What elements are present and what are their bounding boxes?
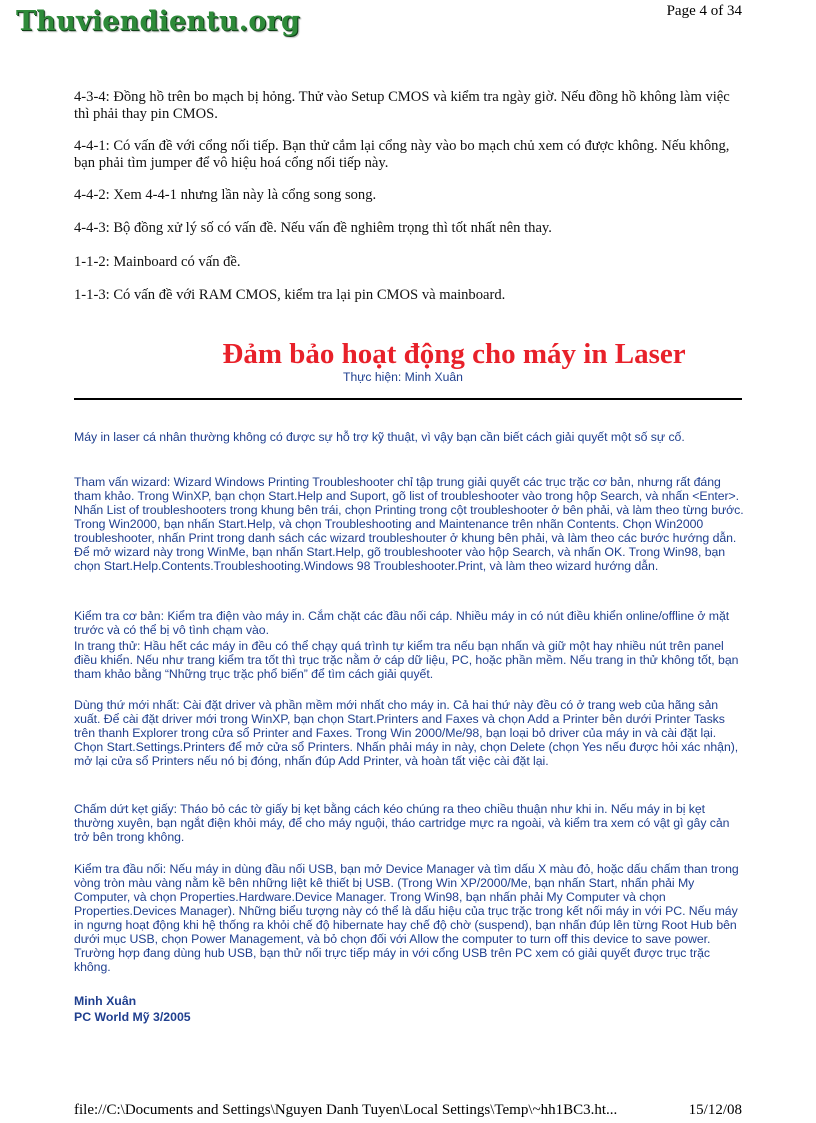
article-author: Thực hiện: Minh Xuân xyxy=(343,370,463,384)
beep-code-paragraph: 4-4-1: Có vấn đề với cổng nối tiếp. Bạn thử cắm lại cổng này vào bo mạch chủ xem có được không. Nếu không, bạn phải tìm jumper để vô hiệu hoá cổng nối tiếp này. xyxy=(74,138,730,171)
footer-date: 15/12/08 xyxy=(688,1102,742,1118)
page-number: Page 4 of 34 xyxy=(666,3,742,19)
beep-code-paragraph: 1-1-2: Mainboard có vấn đề. xyxy=(74,254,241,270)
beep-code-paragraph: 4-4-2: Xem 4-4-1 nhưng lần này là cổng song song. xyxy=(74,187,377,203)
article-title: Đảm bảo hoạt động cho máy in Laser xyxy=(222,338,686,370)
signature-name: Minh Xuân xyxy=(74,994,137,1008)
beep-code-paragraph: 1-1-3: Có vấn đề với RAM CMOS, kiểm tra lại pin CMOS và mainboard. xyxy=(74,287,506,303)
article-paragraph-intro: Máy in laser cá nhân thường không có được sự hỗ trợ kỹ thuật, vì vậy bạn cần biết cách giải quyết một số sự cố. xyxy=(74,430,685,444)
article-paragraph-test-page: In trang thử: Hầu hết các máy in đều có thể chạy quá trình tự kiểm tra nếu bạn nhấn và giữ một hay nhiều nút trên panel điều khiển. Nếu như trang kiểm tra tốt thì trục trặc nằm ở cáp dữ liệu, PC, hoặc phần mềm. Nếu trang in thử không tốt, bạn tham khảo bằng “Những trục trặc phổ biến” để tìm cách giải quyết. xyxy=(74,639,739,681)
article-paragraph-connector: Kiểm tra đầu nối: Nếu máy in dùng đầu nối USB, bạn mở Device Manager và tìm dấu X màu đỏ, hoặc dấu chấm than trong vòng tròn màu vàng nằm kề bên những liệt kê thiết bị USB. (Trong Win XP/2000/Me, bạn nhấn Start, nhấn phải My Computer, và chọn Properties.Hardware.Device Manager. Trong Win98, bạn nhấn phải My Computer và chọn Properties.Devices Manager). Những biểu tượng này có thể là dấu hiệu của trục trặc trong kết nối máy in với PC. Nếu máy in ngưng hoạt động khi hệ thống ra khỏi chế độ hibernate hay chế độ chờ (suspend), bạn nhấn đúp lên từng Root Hub bên dưới mục USB, chọn Power Management, và bỏ chọn đối với Allow the computer to turn off this device to save power. Trường hợp đang dùng hub USB, bạn thử nối trực tiếp máy in với cổng USB trên PC xem có giải quyết được trục trặc không. xyxy=(74,862,739,974)
article-paragraph-wizard: Tham vấn wizard: Wizard Windows Printing Troubleshooter chỉ tập trung giải quyết các trục trặc cơ bản, nhưng rất đáng tham khảo. Trong WinXP, bạn chọn Start.Help and Suport, gõ list of troubleshooter vào trong hộp Search, và nhấn <Enter>. Nhấn List of troubleshooters trong khung bên trái, chọn Printing trong cột troubleshooter ở bên phải, và làm theo từng bước. Trong Win2000, bạn nhấn Start.Help, và chọn Troubleshooting and Maintenance trên nhãn Contents. Chọn Win2000 troubleshooter, nhấn Print trong danh sách các wizard troubleshouter ở khung bên phải, và làm theo các bước hướng dẫn. Để mở wizard này trong WinMe, bạn nhấn Start.Help, gõ troubleshooter vào hộp Search, và nhấn OK. Trong Win98, bạn chọn Start.Help.Contents.Troubleshooting.Windows 98 Troubleshooter.Print, và làm theo wizard hướng dẫn. xyxy=(74,475,744,573)
article-paragraph-basic-check: Kiểm tra cơ bản: Kiểm tra điện vào máy in. Cắm chặt các đầu nối cáp. Nhiều máy in có nút điều khiển online/offline ở mặt trước và có thể bị vô tình chạm vào. xyxy=(74,609,730,637)
beep-code-paragraph: 4-4-3: Bộ đồng xử lý số có vấn đề. Nếu vấn đề nghiêm trọng thì tốt nhất nên thay. xyxy=(74,220,552,236)
article-paragraph-paper-jam: Chấm dứt kẹt giấy: Tháo bỏ các tờ giấy bị kẹt bằng cách kéo chúng ra theo chiều thuận như khi in. Nếu máy in bị kẹt thường xuyên, bạn ngắt điện khỏi máy, để cho máy nguội, tháo cartridge mực ra ngoài, và kiểm tra xem có vật gì gây cản trở bên trong không. xyxy=(74,802,730,844)
article-paragraph-latest-driver: Dùng thứ mới nhất: Cài đặt driver và phần mềm mới nhất cho máy in. Cả hai thứ này đều có ở trang web của hãng sản xuất. Để cài đặt driver mới trong WinXP, bạn chọn Start.Printers and Faxes và chọn Add a Printer bên dưới Printer Tasks trên thanh Explorer trong cửa sổ Printer and Faxes. Trong Win 2000/Me/98, bạn loại bỏ driver của máy in và cài đặt lại. Chọn Start.Settings.Printers để mở cửa sổ Printers. Nhấn phải máy in này, chọn Delete (chọn Yes nếu được hỏi xác nhận), mở lại cửa sổ Printers nếu nó bị đóng, nhấn đúp Add Printer, và hoàn tất việc cài đặt lại. xyxy=(74,698,739,768)
signature-source: PC World Mỹ 3/2005 xyxy=(74,1010,191,1024)
site-logo: Thuviendientu.org xyxy=(16,6,301,37)
footer-file-path: file://C:\Documents and Settings\Nguyen Danh Tuyen\Local Settings\Temp\~hh1BC3.ht... xyxy=(74,1102,618,1118)
beep-code-paragraph: 4-3-4: Đồng hồ trên bo mạch bị hỏng. Thử vào Setup CMOS và kiểm tra ngày giờ. Nếu đồng hồ không làm việc thì phải thay pin CMOS. xyxy=(74,89,730,122)
title-divider xyxy=(74,398,742,400)
